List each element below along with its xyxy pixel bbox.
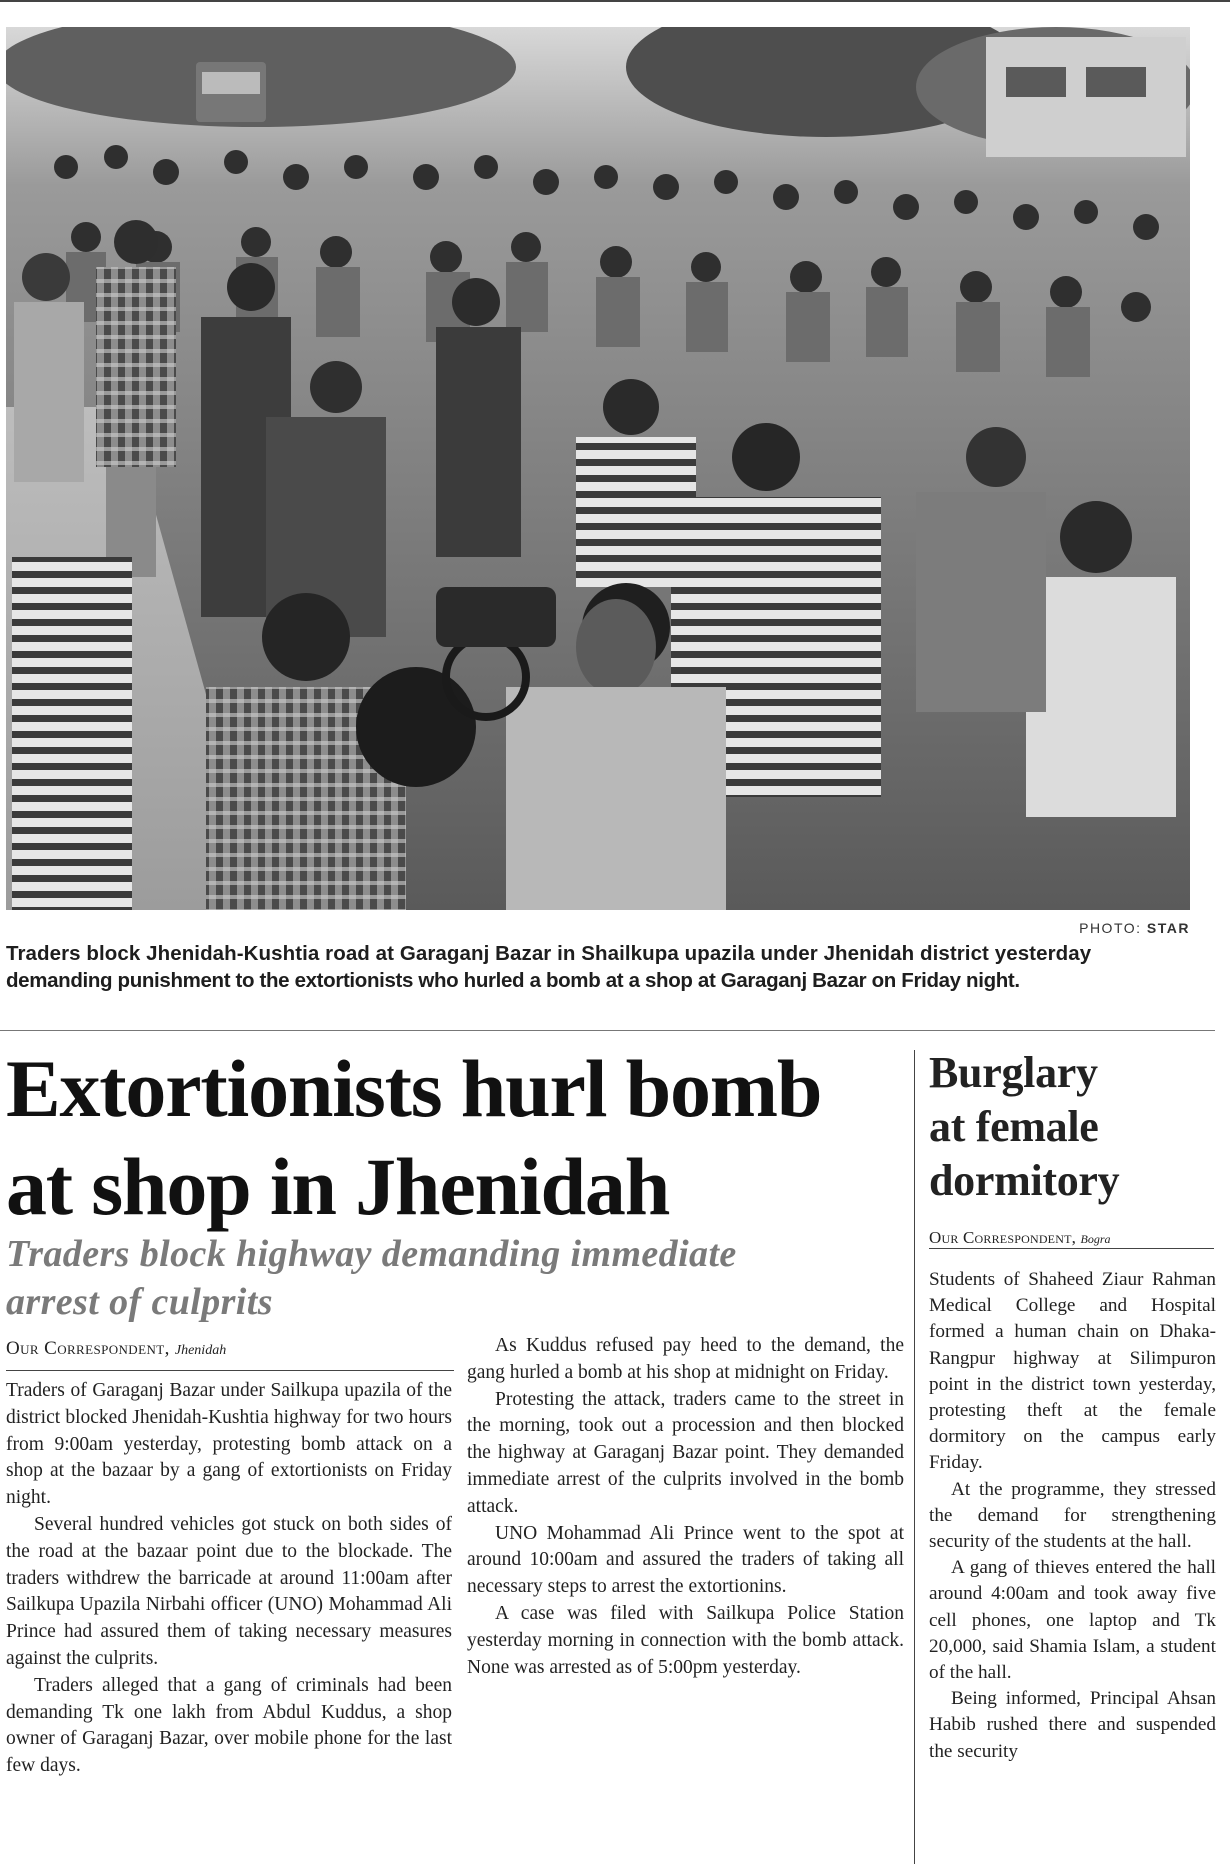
main-paragraph-6: UNO Mohammad Ali Prince went to the spot at around 10:00am and assured the traders of taking all necessary steps to arrest the extortionins. <box>467 1522 904 1598</box>
main-paragraph-1: Traders of Garaganj Bazar under Sailkupa upazila of the district blocked Jhenidah-Kushtia highway for two hours from 9:00am yesterday, protesting bomb attack on a shop at the bazaar by a gang of extortionists on Friday night. <box>6 1380 452 1509</box>
side-paragraph-2: At the programme, they stressed the demand for strengthening security of the students at the hall. <box>929 1478 1216 1553</box>
main-story-column-1 <box>6 1378 452 1780</box>
caption-line-2: demanding punishment to the extortionists who hurled a bomb at a shop at Garaganj Bazar on Friday night. <box>6 969 1020 992</box>
side-paragraph-3: A gang of thieves entered the hall around 4:00am and took away five cell phones, one laptop and Tk 20,000, said Shamia Islam, a student of the hall. <box>929 1557 1216 1684</box>
side-paragraph-4: Being informed, Principal Ahsan Habib rushed there and suspended the security <box>929 1688 1216 1762</box>
side-headline-line-1: Burglary <box>929 1048 1098 1097</box>
photo-caption <box>6 940 1192 994</box>
main-headline <box>6 1040 906 1236</box>
photo-credit-prefix: PHOTO: <box>1079 920 1147 936</box>
main-byline-name: Our Correspondent, <box>6 1338 175 1359</box>
side-story-column <box>929 1267 1216 1765</box>
main-byline <box>6 1338 456 1360</box>
main-paragraph-5: Protesting the attack, traders came to the street in the morning, took out a procession and then blocked the highway at Garaganj Bazar point. They demanded immediate arrest of the culprits involved in the bomb attack. <box>467 1388 904 1517</box>
news-photo <box>6 27 1190 910</box>
main-headline-line-1: Extortionists hurl bomb <box>6 1043 822 1134</box>
photo-credit-source: STAR <box>1146 920 1190 936</box>
side-byline-rule <box>929 1248 1214 1249</box>
main-subheadline-line-2: arrest of culprits <box>6 1281 273 1323</box>
side-headline-line-2: at female <box>929 1102 1099 1151</box>
main-headline-line-2: at shop in Jhenidah <box>6 1141 670 1232</box>
side-byline <box>929 1228 1214 1248</box>
side-headline-line-3: dormitory <box>929 1156 1120 1205</box>
main-paragraph-4: As Kuddus refused pay heed to the demand, the gang hurled a bomb at his shop at midnight on Friday. <box>467 1335 904 1383</box>
main-subheadline <box>6 1230 886 1326</box>
main-paragraph-3: Traders alleged that a gang of criminals had been demanding Tk one lakh from Abdul Kuddus, a shop owner of Garaganj Bazar, over mobile phone for the last few days. <box>6 1674 452 1777</box>
caption-divider <box>0 1030 1215 1031</box>
main-byline-location: Jhenidah <box>174 1343 227 1358</box>
main-story-column-2 <box>467 1333 904 1681</box>
side-paragraph-1: Students of Shaheed Ziaur Rahman Medical College and Hospital formed a human chain on Dhaka-Rangpur highway at Silimpuron point in the district town yesterday, protesting theft at the female dormitory on the campus early Friday. <box>929 1269 1216 1474</box>
photo-credit <box>1079 920 1190 936</box>
side-headline <box>929 1046 1214 1208</box>
caption-line-1: Traders block Jhenidah-Kushtia road at Garaganj Bazar in Shailkupa upazila under Jhenidah district yesterday <box>6 942 1092 965</box>
side-byline-location: Bogra <box>1080 1232 1111 1246</box>
crowd-photo-illustration <box>6 27 1190 910</box>
column-divider <box>914 1050 915 1864</box>
main-subheadline-line-1: Traders block highway demanding immediate <box>6 1233 737 1275</box>
main-paragraph-7: A case was filed with Sailkupa Police Station yesterday morning in connection with the bomb attack. None was arrested as of 5:00pm yesterday. <box>467 1602 904 1678</box>
side-byline-name: Our Correspondent, <box>929 1228 1081 1247</box>
main-paragraph-2: Several hundred vehicles got stuck on both sides of the road at the bazaar point due to the blockade. The traders withdrew the barricade at around 11:00am after Sailkupa Upazila Nirbahi officer (UNO) Mohammad Ali Prince had assured them of taking necessary measures against the culprits. <box>6 1513 452 1669</box>
top-rule <box>0 0 1230 2</box>
main-byline-rule <box>6 1370 454 1371</box>
